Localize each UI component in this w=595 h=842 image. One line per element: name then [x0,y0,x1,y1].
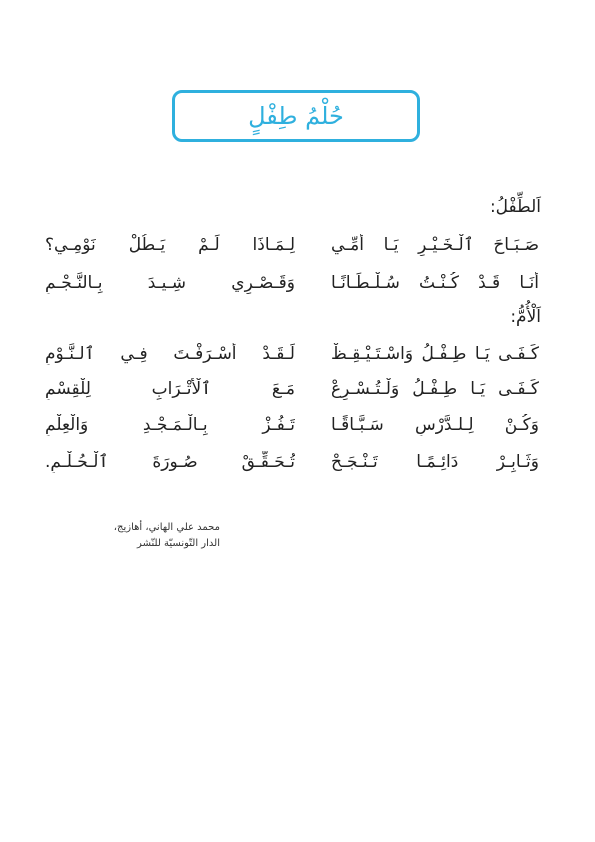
verse-3-first-hemistich: كَـفَـى يَـا طِـفْـلُ وَاسْـتَـيْـقِـظْ [331,344,539,364]
verse-2-first-hemistich: أَنَـا قَـدْ كُـنْـتُ سُـلْـطَـانًـا [331,273,539,293]
verse-4-second-hemistich: مَـعَ ٱلْأَتْـرَابِ لِلْقِسْمِ [45,379,295,399]
source-attribution [60,520,220,552]
speaker-mother: اَلْأُمُّ: [510,307,541,327]
verse-2-second-hemistich: وَقَـصْـرِي شِـيـدَ بِـالنَّـجْـمِ [45,273,295,293]
verse-4-first-hemistich: كَـفَـى يَـا طِـفْـلُ وَلْـتُـسْـرِعْ [331,379,539,399]
verse-6-second-hemistich: تُـحَـقِّـقْ صُـورَةَ ٱلْـحُـلْـمِ. [45,452,295,472]
verse-1-first-hemistich: صَـبَـاحَ ٱلْـخَـيْـرِ يَـا أُمِّـي [331,235,539,255]
verse-3-second-hemistich: لَـقَـدْ أَسْـرَفْـتَ فِـي ٱلـنَّـوْمِ [45,344,295,364]
verse-6-first-hemistich: وَثَـابِـرْ دَائِـمًـا تَـنْـجَـحْ [331,452,539,472]
page-title: حُلْمُ طِفْلٍ [248,102,344,130]
verse-1-second-hemistich: لِـمَـاذَا لَـمْ يَـطُلْ نَوْمِـي؟ [45,235,295,255]
source-publisher-line: الدار التّونسيّة للنّشر [137,538,220,549]
source-author-line: محمد علي الهاني، أهازيج، [113,522,220,533]
verse-5-first-hemistich: وَكُـنْ لِـلـدَّرْسِ سَـبَّـاقًـا [331,415,539,435]
verse-5-second-hemistich: تَـفُـزْ بِـالْـمَـجْـدِ وَالْعِلْمِ [45,415,295,435]
speaker-child: اَلطِّفْلُ: [489,197,541,217]
